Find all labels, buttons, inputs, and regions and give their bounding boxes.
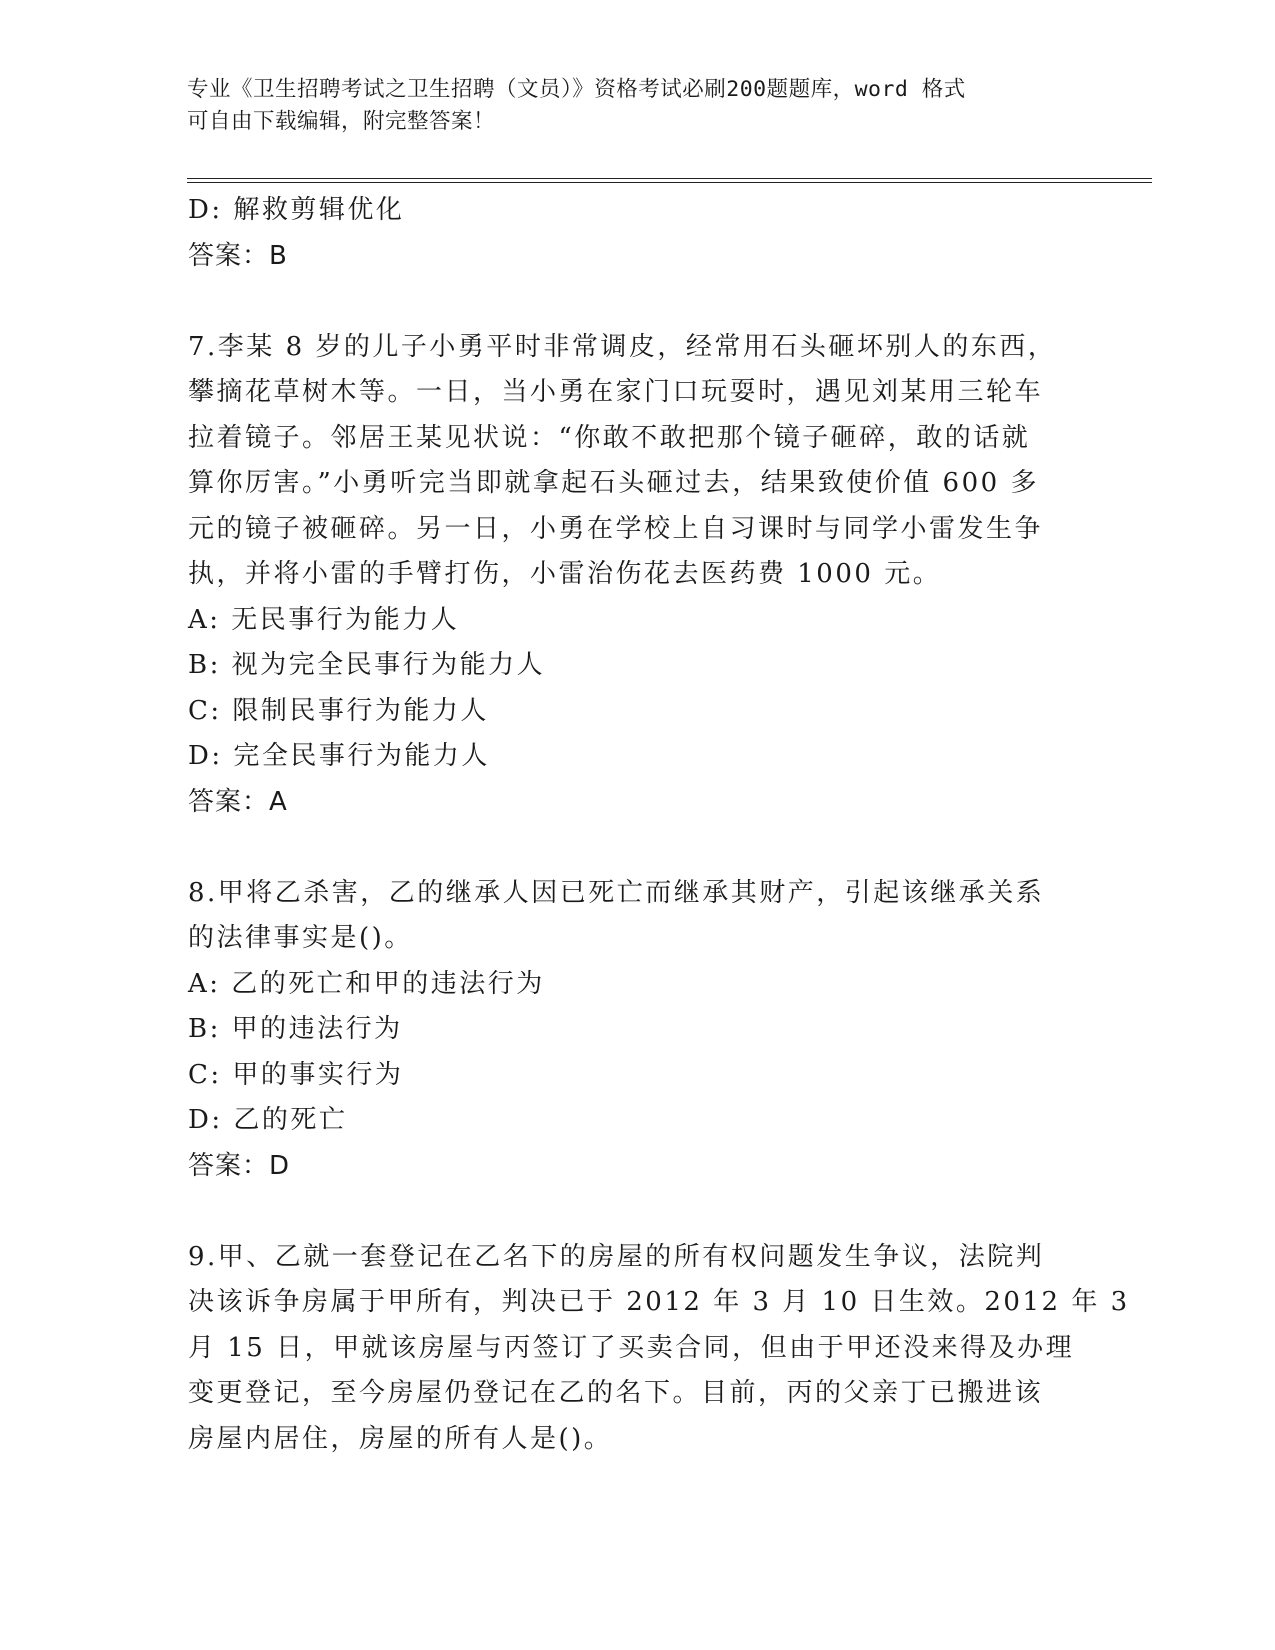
header-line-2: 可自由下载编辑，附完整答案！ bbox=[187, 109, 496, 134]
header-line-1: 专业《卫生招聘考试之卫生招聘（文员）》资格考试必刷200题题库，word 格式 bbox=[187, 77, 966, 102]
q7-answer: 答案：A bbox=[188, 786, 288, 817]
q9-stem-line: 月 15 日，甲就该房屋与丙签订了买卖合同，但由于甲还没来得及办理 bbox=[188, 1332, 1075, 1363]
q8-stem-line: 8.甲将乙杀害，乙的继承人因已死亡而继承其财产，引起该继承关系 bbox=[188, 877, 1045, 908]
q8-option-d: D: 乙的死亡 bbox=[188, 1105, 348, 1135]
q7-stem-line: 执，并将小雷的手臂打伤，小雷治伤花去医药费 1000 元。 bbox=[188, 559, 942, 589]
spacer bbox=[188, 279, 1068, 325]
q7-stem-line: 元的镜子被砸碎。另一日，小勇在学校上自习课时与同学小雷发生争 bbox=[188, 513, 1044, 544]
q8-stem-line: 的法律事实是()。 bbox=[188, 923, 413, 953]
q7-stem-line: 攀摘花草树木等。一日，当小勇在家门口玩耍时，遇见刘某用三轮车 bbox=[188, 377, 1044, 407]
spacer bbox=[188, 1189, 1068, 1235]
header-divider-bottom bbox=[187, 182, 1152, 183]
q7-option-a: A: 无民事行为能力人 bbox=[188, 604, 460, 635]
question-7 bbox=[188, 325, 1068, 826]
question-9 bbox=[188, 1235, 1130, 1463]
spacer bbox=[188, 825, 1068, 871]
q9-stem-line: 变更登记，至今房屋仍登记在乙的名下。目前，丙的父亲丁已搬进该 bbox=[188, 1378, 1044, 1408]
q6-answer: 答案：B bbox=[188, 240, 288, 271]
q8-option-b: B: 甲的违法行为 bbox=[188, 1014, 403, 1044]
q7-stem-line: 7.李某 8 岁的儿子小勇平时非常调皮，经常用石头砸坏别人的东西， bbox=[188, 331, 1057, 362]
q7-option-d: D: 完全民事行为能力人 bbox=[188, 741, 490, 771]
q8-option-c: C: 甲的事实行为 bbox=[188, 1059, 404, 1090]
header-divider-top bbox=[187, 178, 1152, 179]
question-8 bbox=[188, 871, 1068, 1190]
q7-option-b: B: 视为完全民事行为能力人 bbox=[188, 650, 546, 680]
q9-stem-line: 9.甲、乙就一套登记在乙名下的房屋的所有权问题发生争议，法院判 bbox=[188, 1241, 1045, 1272]
document-header bbox=[187, 74, 1087, 138]
q6-option-d: D: 解救剪辑优化 bbox=[188, 195, 405, 225]
document-body bbox=[188, 188, 1130, 1462]
q9-stem-line: 决该诉争房属于甲所有，判决已于 2012 年 3 月 10 日生效。2012 年 3 bbox=[188, 1287, 1130, 1317]
q7-stem-line: 拉着镜子。邻居王某见状说：“你敢不敢把那个镜子砸碎，敢的话就 bbox=[188, 422, 1031, 453]
q7-stem-line: 算你厉害。”小勇听完当即就拿起石头砸过去，结果致使价值 600 多 bbox=[188, 468, 1039, 498]
q8-answer: 答案：D bbox=[188, 1150, 291, 1181]
q9-stem-line: 房屋内居住，房屋的所有人是()。 bbox=[188, 1423, 613, 1454]
q8-option-a: A: 乙的死亡和甲的违法行为 bbox=[188, 968, 545, 999]
q7-option-c: C: 限制民事行为能力人 bbox=[188, 695, 489, 726]
